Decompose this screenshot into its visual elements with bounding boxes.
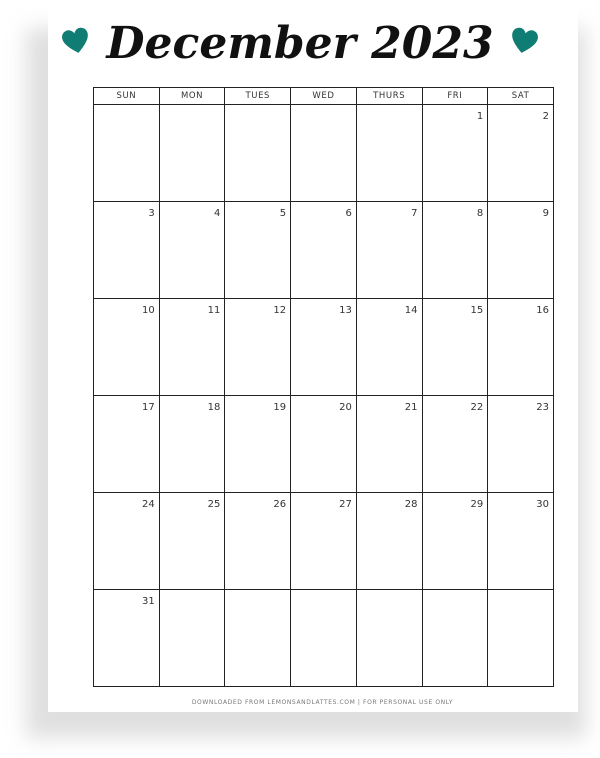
day-number: 14	[404, 305, 418, 316]
footer-credit: DOWNLOADED FROM LEMONSANDLATTES.COM | FOR PERSONAL USE ONLY	[191, 699, 454, 706]
day-cell	[225, 202, 291, 299]
day-cell	[159, 105, 225, 202]
weekday-header: SAT	[488, 88, 554, 105]
day-number: 1	[476, 111, 484, 122]
day-number	[160, 590, 225, 596]
week-row	[94, 202, 554, 299]
day-cell	[356, 202, 422, 299]
day-cell	[159, 299, 225, 396]
day-cell	[94, 299, 160, 396]
day-number: 19	[273, 402, 287, 413]
week-row	[94, 493, 554, 590]
day-cell	[159, 396, 225, 493]
day-cell	[422, 299, 488, 396]
day-cell	[488, 396, 554, 493]
day-cell	[356, 105, 422, 202]
day-number	[357, 105, 422, 111]
day-number: 28	[404, 499, 418, 510]
day-cell	[225, 493, 291, 590]
day-number	[291, 590, 356, 596]
day-cell	[94, 396, 160, 493]
day-number: 25	[207, 499, 221, 510]
day-number	[423, 590, 488, 596]
day-number	[488, 590, 553, 596]
day-number: 15	[470, 305, 484, 316]
week-row	[94, 396, 554, 493]
day-number: 22	[470, 402, 484, 413]
day-number: 13	[339, 305, 352, 316]
day-number: 7	[411, 208, 418, 219]
day-number: 21	[404, 402, 418, 413]
day-number: 24	[141, 499, 155, 510]
weekday-header: SUN	[94, 88, 160, 105]
day-number: 4	[214, 208, 221, 219]
heart-icon	[507, 25, 540, 56]
day-cell	[488, 299, 554, 396]
day-number: 3	[148, 208, 155, 219]
day-cell	[422, 493, 488, 590]
day-number	[291, 105, 356, 111]
day-number: 31	[141, 596, 155, 607]
day-cell	[291, 202, 357, 299]
day-number: 9	[542, 208, 549, 219]
day-number	[94, 105, 159, 111]
day-cell	[291, 105, 357, 202]
day-cell	[159, 202, 225, 299]
day-cell	[94, 202, 160, 299]
day-number: 18	[207, 402, 221, 413]
week-row	[94, 299, 554, 396]
day-number	[225, 590, 290, 596]
weekday-header: TUES	[225, 88, 291, 105]
day-cell	[422, 396, 488, 493]
day-cell	[488, 202, 554, 299]
day-cell	[422, 590, 488, 687]
day-number: 20	[339, 402, 352, 413]
day-number: 10	[141, 305, 155, 316]
day-cell	[291, 493, 357, 590]
week-row	[94, 590, 554, 687]
day-number: 11	[207, 305, 221, 316]
day-cell	[488, 590, 554, 687]
day-cell	[291, 396, 357, 493]
weekday-header-row	[94, 88, 554, 105]
weekday-header: MON	[159, 88, 225, 105]
day-cell	[356, 590, 422, 687]
day-number: 30	[536, 499, 549, 510]
day-cell	[159, 590, 225, 687]
day-cell	[356, 493, 422, 590]
title-row	[0, 6, 600, 80]
weekday-header: WED	[291, 88, 357, 105]
day-cell	[94, 590, 160, 687]
day-cell	[225, 105, 291, 202]
day-number	[160, 105, 225, 111]
day-cell	[225, 299, 291, 396]
day-number: 5	[279, 208, 287, 219]
day-cell	[422, 105, 488, 202]
calendar-grid	[93, 87, 554, 687]
day-cell	[94, 493, 160, 590]
day-number	[225, 105, 290, 111]
day-number: 26	[273, 499, 287, 510]
day-cell	[356, 396, 422, 493]
day-cell	[422, 202, 488, 299]
day-cell	[356, 299, 422, 396]
day-number: 8	[476, 208, 484, 219]
day-number: 27	[339, 499, 352, 510]
day-cell	[291, 299, 357, 396]
heart-icon	[60, 25, 93, 56]
weekday-header: FRI	[422, 88, 488, 105]
weekday-header: THURS	[356, 88, 422, 105]
day-number: 29	[470, 499, 484, 510]
page-title: December 2023	[106, 17, 494, 69]
day-cell	[94, 105, 160, 202]
day-number: 23	[536, 402, 549, 413]
day-cell	[488, 105, 554, 202]
day-number: 12	[273, 305, 287, 316]
day-cell	[225, 396, 291, 493]
week-row	[94, 105, 554, 202]
day-number: 2	[542, 111, 549, 122]
day-number: 16	[536, 305, 549, 316]
day-number: 17	[141, 402, 155, 413]
day-number: 6	[345, 208, 352, 219]
day-cell	[291, 590, 357, 687]
day-cell	[159, 493, 225, 590]
day-number	[357, 590, 422, 596]
day-cell	[488, 493, 554, 590]
day-cell	[225, 590, 291, 687]
